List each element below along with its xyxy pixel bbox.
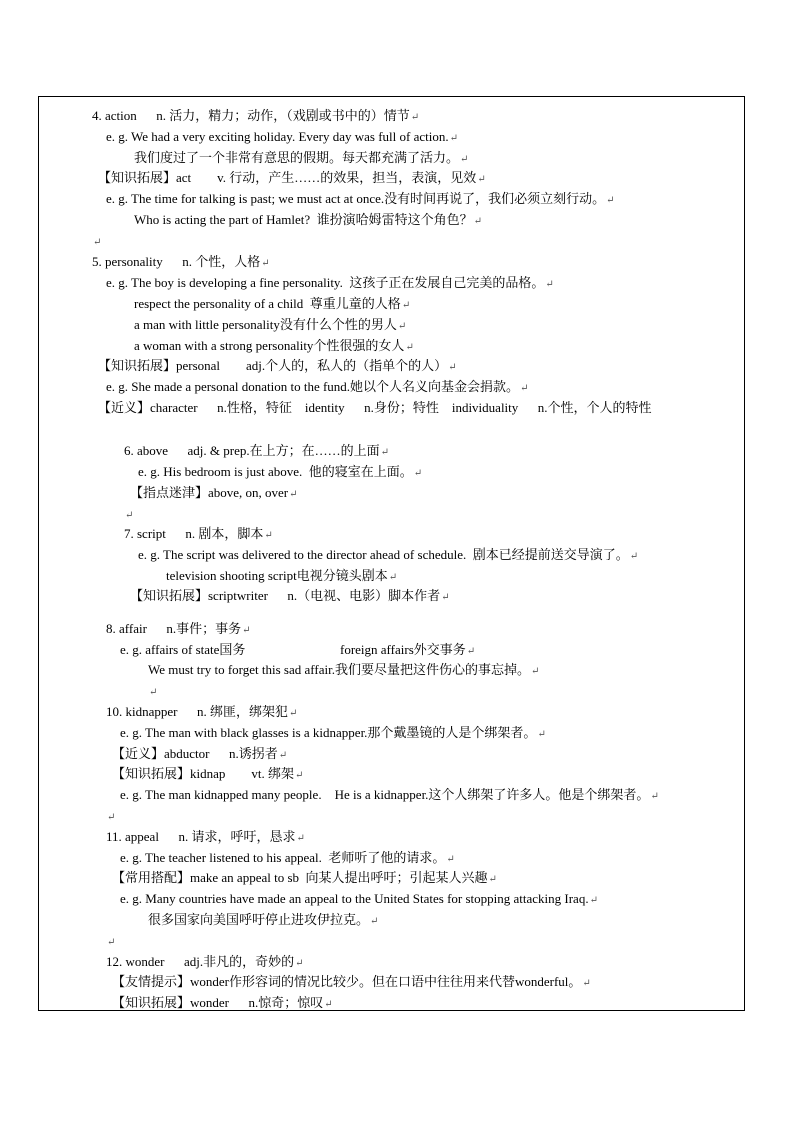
blank-line: ↵ [107, 812, 116, 823]
example-line: e. g. Many countries have made an appeal to the United States for stopping attacking Iraq.↵ [120, 891, 598, 906]
synonym-line: 【近义】abductor n.诱拐者↵ [112, 746, 288, 761]
synonym-line: 【近义】character n.性格，特征 identity n.身份；特性 individuality n.个性，个人的特性 [98, 400, 652, 415]
example-line: foreign affairs外交事务↵ [340, 642, 476, 657]
translation-line: 我们度过了一个非常有意思的假期。每天都充满了活力。↵ [134, 150, 469, 165]
example-line: e. g. His bedroom is just above. 他的寝室在上面。↵ [138, 464, 423, 479]
example-line: e. g. She made a personal donation to the fund.她以个人名义向基金会捐款。↵ [106, 379, 529, 394]
example-line: e. g. The teacher listened to his appeal. 老师听了他的请求。↵ [120, 850, 455, 865]
example-line: e. g. The man kidnapped many people. He is a kidnapper.这个人绑架了许多人。他是个绑架者。↵ [120, 787, 659, 802]
extension-line: 【知识拓展】kidnap vt. 绑架↵ [112, 766, 304, 781]
entry-heading: 4. action n. 活力，精力；动作，（戏剧或书中的）情节↵ [92, 108, 420, 123]
tip-line: 【友情提示】wonder作形容词的情况比较少。但在口语中往往用来代替wonderful。↵ [112, 974, 591, 989]
entry-heading: 11. appeal n. 请求，呼吁，恳求↵ [106, 829, 305, 844]
example-line: Who is acting the part of Hamlet? 谁扮演哈姆雷特这个角色？↵ [134, 212, 483, 227]
example-line: a man with little personality没有什么个性的男人↵ [134, 317, 407, 332]
blank-line: ↵ [125, 510, 134, 521]
example-line: We must try to forget this sad affair.我们要尽量把这件伤心的事忘掉。↵ [148, 662, 540, 677]
example-line: e. g. affairs of state国务 [120, 642, 246, 657]
example-line: e. g. We had a very exciting holiday. Every day was full of action.↵ [106, 129, 459, 144]
entry-heading: 5. personality n. 个性，人格↵ [92, 254, 270, 269]
entry-heading: 7. script n. 剧本，脚本↵ [124, 526, 273, 541]
example-line: television shooting script电视分镜头剧本↵ [166, 568, 398, 583]
collocation-line: 【常用搭配】make an appeal to sb 向某人提出呼吁；引起某人兴趣↵ [112, 870, 497, 885]
entry-heading: 12. wonder adj.非凡的，奇妙的↵ [106, 954, 304, 969]
example-line: e. g. The man with black glasses is a kidnapper.那个戴墨镜的人是个绑架者。↵ [120, 725, 546, 740]
blank-line: ↵ [107, 937, 116, 948]
entry-heading: 8. affair n.事件；事务↵ [106, 621, 251, 636]
extension-line: 【知识拓展】personal adj.个人的，私人的（指单个的人）↵ [98, 358, 457, 373]
extension-line: 【知识拓展】act v. 行动，产生……的效果，担当，表演，见效↵ [98, 170, 486, 185]
entry-heading: 10. kidnapper n. 绑匪，绑架犯↵ [106, 704, 298, 719]
extension-line: 【知识拓展】scriptwriter n.（电视、电影）脚本作者↵ [130, 588, 450, 603]
translation-line: 很多国家向美国呼吁停止进攻伊拉克。↵ [148, 912, 379, 927]
blank-line: ↵ [93, 237, 102, 248]
example-line: e. g. The time for talking is past; we must act at once.没有时间再说了，我们必须立刻行动。↵ [106, 191, 615, 206]
extension-line: 【知识拓展】wonder n.惊奇；惊叹↵ [112, 995, 333, 1010]
example-line: e. g. The script was delivered to the director ahead of schedule. 剧本已经提前送交导演了。↵ [138, 547, 639, 562]
example-line: respect the personality of a child 尊重儿童的人格↵ [134, 296, 411, 311]
example-line: e. g. The boy is developing a fine personality. 这孩子正在发展自己完美的品格。↵ [106, 275, 554, 290]
tip-line: 【指点迷津】above, on, over↵ [130, 485, 298, 500]
example-line: a woman with a strong personality个性很强的女人↵ [134, 338, 414, 353]
entry-heading: 6. above adj. & prep.在上方；在……的上面↵ [124, 443, 390, 458]
blank-line: ↵ [149, 687, 158, 698]
